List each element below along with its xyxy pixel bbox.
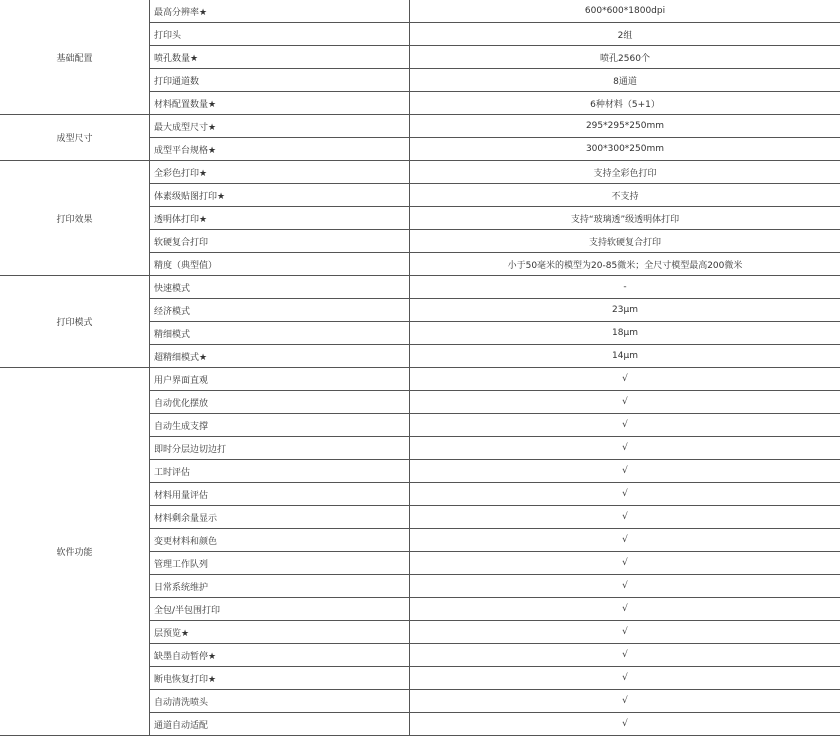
item-cell: 管理工作队列 (150, 552, 410, 575)
item-cell: 即时分层边切边打 (150, 437, 410, 460)
value-cell: √ (410, 506, 840, 529)
value-cell: 300*300*250mm (410, 138, 840, 161)
value-cell: 295*295*250mm (410, 115, 840, 138)
item-cell: 断电恢复打印★ (150, 667, 410, 690)
value-cell: 600*600*1800dpi (410, 0, 840, 23)
value-cell: √ (410, 483, 840, 506)
value-cell: 18μm (410, 322, 840, 345)
value-cell: √ (410, 460, 840, 483)
value-cell: √ (410, 690, 840, 713)
value-cell: 支持全彩色打印 (410, 161, 840, 184)
table-row (0, 368, 840, 391)
value-cell: √ (410, 414, 840, 437)
item-cell: 层预览★ (150, 621, 410, 644)
item-cell: 工时评估 (150, 460, 410, 483)
value-cell: 支持“玻璃透”级透明体打印 (410, 207, 840, 230)
value-cell: 2组 (410, 23, 840, 46)
value-cell: √ (410, 437, 840, 460)
table-row (0, 115, 840, 138)
value-cell: 小于50毫米的模型为20-85微米；全尺寸模型最高200微米 (410, 253, 840, 276)
value-cell: 8通道 (410, 69, 840, 92)
value-cell: √ (410, 391, 840, 414)
item-cell: 材料配置数量★ (150, 92, 410, 115)
value-cell: - (410, 276, 840, 299)
value-cell: √ (410, 575, 840, 598)
item-cell: 喷孔数量★ (150, 46, 410, 69)
table-row (0, 0, 840, 23)
value-cell: √ (410, 552, 840, 575)
value-cell: √ (410, 713, 840, 736)
item-cell: 最高分辨率★ (150, 0, 410, 23)
table-row (0, 276, 840, 299)
value-cell: 喷孔2560个 (410, 46, 840, 69)
value-cell: √ (410, 644, 840, 667)
item-cell: 打印头 (150, 23, 410, 46)
item-cell: 精度（典型值） (150, 253, 410, 276)
item-cell: 最大成型尺寸★ (150, 115, 410, 138)
value-cell: √ (410, 529, 840, 552)
item-cell: 打印通道数 (150, 69, 410, 92)
value-cell: 6种材料（5+1） (410, 92, 840, 115)
item-cell: 自动生成支撑 (150, 414, 410, 437)
item-cell: 变更材料和颜色 (150, 529, 410, 552)
item-cell: 成型平台规格★ (150, 138, 410, 161)
item-cell: 缺墨自动暂停★ (150, 644, 410, 667)
item-cell: 通道自动适配 (150, 713, 410, 736)
category-cell: 基础配置 (0, 0, 150, 115)
item-cell: 全彩色打印★ (150, 161, 410, 184)
value-cell: √ (410, 368, 840, 391)
value-cell: 23μm (410, 299, 840, 322)
table-row (0, 161, 840, 184)
item-cell: 透明体打印★ (150, 207, 410, 230)
item-cell: 用户界面直观 (150, 368, 410, 391)
item-cell: 经济模式 (150, 299, 410, 322)
category-cell: 打印模式 (0, 276, 150, 368)
category-cell: 软件功能 (0, 368, 150, 736)
item-cell: 体素级贴图打印★ (150, 184, 410, 207)
item-cell: 全包/半包围打印 (150, 598, 410, 621)
value-cell: 支持软硬复合打印 (410, 230, 840, 253)
category-cell: 打印效果 (0, 161, 150, 276)
item-cell: 超精细模式★ (150, 345, 410, 368)
value-cell: 14μm (410, 345, 840, 368)
item-cell: 材料用量评估 (150, 483, 410, 506)
value-cell: 不支持 (410, 184, 840, 207)
value-cell: √ (410, 598, 840, 621)
value-cell: √ (410, 621, 840, 644)
value-cell: √ (410, 667, 840, 690)
item-cell: 自动优化摆放 (150, 391, 410, 414)
category-cell: 成型尺寸 (0, 115, 150, 161)
item-cell: 自动清洗喷头 (150, 690, 410, 713)
item-cell: 日常系统维护 (150, 575, 410, 598)
item-cell: 精细模式 (150, 322, 410, 345)
item-cell: 材料剩余量显示 (150, 506, 410, 529)
item-cell: 软硬复合打印 (150, 230, 410, 253)
item-cell: 快速模式 (150, 276, 410, 299)
